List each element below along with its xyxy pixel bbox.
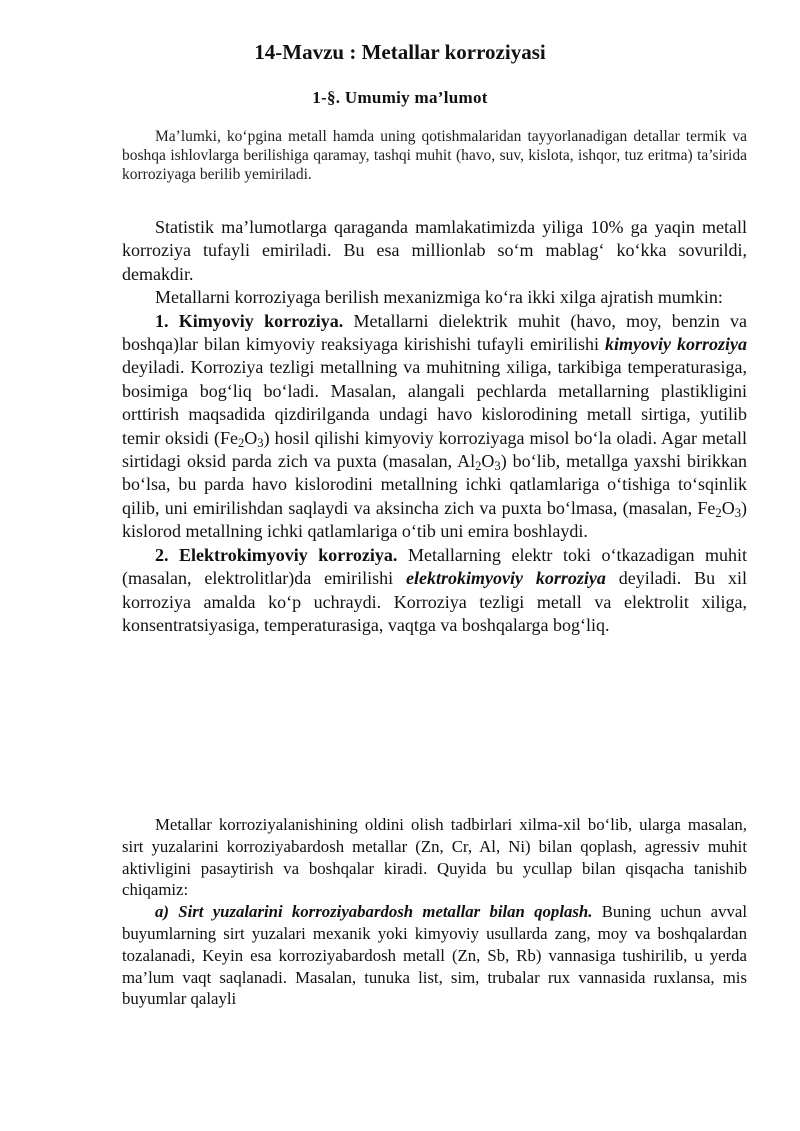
chemical-corrosion-paragraph	[122, 310, 747, 544]
coating-heading: a) Sirt yuzalarini korroziyabardosh metallar bilan qoplash.	[155, 902, 593, 922]
prevention-paragraph: Metallar korroziyalanishining oldini olish tadbirlari xilma-xil bo‘lib, ularga masalan, sirt yuzalarini korroziyabardosh metallar (Zn, Cr, Al, Ni) bilan qoplash, agressiv muhit aktivligini pasaytirish va boshqalar kiradi. Quyida bu ycullap bilan qisqacha tanishib chiqamiz:	[122, 815, 747, 900]
chemical-text-b: deyiladi. Korroziya tezligi metallning va muhitning xiliga, tarkibiga temperaturasiga, bosimiga bog‘liq bo‘ladi. Masalan, alangali pechlarda metallarning plastikligini orttirish maqsadida qizdirilganda undagi havo kislorodining metall sirtiga, yutilib temir oksidi (	[122, 357, 747, 448]
chemical-text-e: ) kislorod metallning ichki qatlamlariga o‘tib uni emira boshlaydi.	[122, 497, 747, 542]
chemical-corrosion-term: kimyoviy korroziya	[605, 334, 747, 355]
section-title: 1-§. Umumiy ma’lumot	[312, 88, 488, 107]
electrochemical-corrosion-paragraph	[122, 544, 747, 638]
coating-text: Buning uchun avval buyumlarning sirt yuzalari mexanik yoki kimyoviy usullarda zang, moy va boshqalardan tozalanadi, Keyin esa korroziyabardosh metall (Zn, Sb, Rb) vannasiga tushirilib, u yerda ma’lum vaqt saqlanadi. Masalan, tunuka list, sim, trubalar rux vannasida ruxlansa, mis buyumlar qalayli	[122, 902, 747, 1009]
electrochemical-text-b: deyiladi. Bu xil korroziya amalda ko‘p uchraydi. Korroziya tezligi metall va elektrolit xiliga, konsentratsiyasiga, temperaturasiga, vaqtga va boshqalarga bog‘liq.	[122, 568, 747, 635]
chemical-text-d: ) bo‘lib, metallga yaxshi birikkan bo‘lsa, bu parda havo kislorodini metallning ichki qatlamlariga o‘tishiga to‘sqinlik qilib, uni emirilishdan saqlaydi va aksincha zich va puxta bo‘lmasa, (masalan,	[122, 451, 747, 518]
electrochemical-text-a: Metallarning elektr toki o‘tkazadigan muhit (masalan, elektrolitlar)da emirilishi	[122, 544, 747, 589]
classification-paragraph: Metallarni korroziyaga berilish mexanizmiga ko‘ra ikki xilga ajratish mumkin:	[155, 287, 723, 308]
coating-paragraph	[122, 901, 747, 1010]
statistics-paragraph: Statistik ma’lumotlarga qaraganda mamlakatimizda yiliga 10% ga yaqin metall korroziya tufayli emiriladi. Bu esa millionlab so‘m mablag‘ ko‘kka sovurildi, demakdir.	[122, 217, 747, 284]
chemical-text-c: ) hosil qilishi kimyoviy korroziyaga misol bo‘la oladi. Agar metall sirtidagi oksid parda zich va puxta (masalan,	[122, 427, 747, 472]
prevention-block	[122, 814, 747, 1010]
intro-paragraph: Ma’lumki, ko‘pgina metall hamda uning qotishmalaridan tayyorlanadigan detallar termik va boshqa ishlovlarga berilishiga qaramay, tashqi muhit (havo, suv, kislota, ishqor, tuz eritma) ta’sirida korroziyaga berilib yemiriladi.	[122, 128, 747, 183]
formula-fe2o3: $Fe_2O_3$	[697, 497, 741, 521]
chemical-text-a: Metallarni dielektrik muhit (havo, moy, benzin va boshqa)lar bilan kimyoviy reaksiyaga kirishishi tufayli emirilishi	[122, 310, 747, 355]
page-title: 14-Mavzu : Metallar korroziyasi	[254, 40, 546, 64]
formula-fe2o3: $Fe_2O_3$	[219, 427, 264, 450]
intro-block	[122, 127, 747, 184]
electrochemical-corrosion-heading: 2. Elektrokimyoviy korroziya.	[155, 544, 398, 565]
chemical-corrosion-heading: 1. Kimyoviy korroziya.	[155, 310, 344, 331]
main-block	[122, 216, 747, 637]
formula-al2o3: $Al_2O_3$	[457, 451, 501, 474]
electrochemical-corrosion-term: elektrokimyoviy korroziya	[406, 568, 606, 589]
